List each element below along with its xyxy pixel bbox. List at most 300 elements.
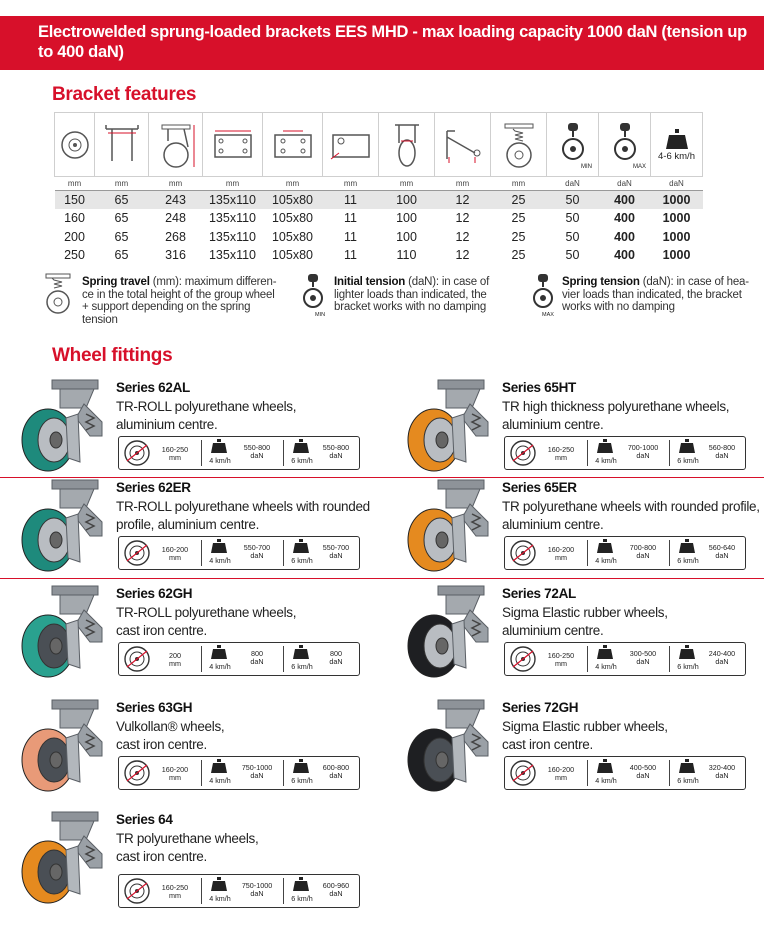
series-name: Series 65HT bbox=[502, 380, 576, 395]
weight-icon bbox=[597, 539, 613, 553]
unit-label: daN bbox=[250, 770, 264, 780]
table-cell: 316 bbox=[165, 248, 186, 263]
unit-label: daN bbox=[250, 656, 264, 666]
unit-label: daN bbox=[715, 550, 729, 560]
legend-line: (mm): maximum differen- bbox=[152, 276, 277, 288]
series-description bbox=[502, 718, 762, 754]
max-label: MAX bbox=[542, 312, 554, 318]
unit-cell: mm bbox=[203, 177, 263, 191]
page-title: Electrowelded sprung-loaded brackets EES MHD - max loading capacity 1000 daN (tension up to 400 daN) bbox=[38, 23, 747, 61]
wheel-diameter-icon bbox=[509, 645, 537, 673]
load-range: 700-800 bbox=[629, 543, 657, 552]
unit-cell: mm bbox=[95, 177, 149, 191]
series-description bbox=[502, 498, 762, 534]
table-row bbox=[55, 191, 703, 210]
table-cell: 65 bbox=[95, 191, 149, 210]
bracket-features-title: Bracket features bbox=[52, 84, 197, 105]
series-item bbox=[14, 698, 374, 798]
weight-icon bbox=[597, 439, 613, 453]
table-body bbox=[55, 191, 703, 265]
unit-label: daN bbox=[715, 656, 729, 666]
legend-term: Initial tension bbox=[334, 276, 406, 288]
series-description bbox=[116, 398, 376, 434]
table-cell: 25 bbox=[511, 229, 526, 244]
table-cell: 243 bbox=[149, 191, 203, 210]
description-line: Sigma Elastic rubber wheels, bbox=[502, 719, 668, 734]
spring-tension-legend-icon bbox=[528, 272, 558, 323]
wheel-diameter-icon bbox=[123, 645, 151, 673]
separator bbox=[669, 646, 670, 672]
diameter-cell bbox=[509, 757, 585, 789]
caster-wheel-icon bbox=[14, 584, 110, 685]
table-row bbox=[55, 209, 703, 228]
weight-icon bbox=[211, 439, 227, 453]
load-6kmh-value bbox=[313, 444, 359, 460]
load-4kmh-value bbox=[233, 882, 281, 898]
min-label: MIN bbox=[581, 164, 592, 170]
caster-wheel-icon bbox=[14, 478, 110, 579]
wheel-fittings-title: Wheel fittings bbox=[52, 345, 173, 366]
speed-label: 6 km/h bbox=[677, 456, 699, 465]
series-description bbox=[502, 398, 762, 434]
description-line: aluminium centre. bbox=[502, 517, 604, 532]
load-range: 550-700 bbox=[243, 543, 271, 552]
min-label: MIN bbox=[315, 312, 326, 318]
load-6kmh-cell bbox=[287, 757, 359, 789]
legend-line: (daN): in case of bbox=[408, 276, 490, 288]
load-range: 320-400 bbox=[708, 763, 736, 772]
separator bbox=[669, 440, 670, 466]
load-4kmh-cell bbox=[205, 437, 281, 469]
load-6kmh-cell bbox=[287, 875, 359, 907]
table-cell: 65 bbox=[114, 211, 129, 226]
separator bbox=[283, 440, 284, 466]
table-cell: 400 bbox=[614, 229, 635, 244]
diameter-cell bbox=[123, 437, 199, 469]
plate-dimensions-icon bbox=[203, 113, 263, 177]
speed-label: 4 km/h bbox=[595, 556, 617, 565]
weight-icon bbox=[211, 539, 227, 553]
series-name: Series 64 bbox=[116, 812, 173, 827]
unit-cell: daN bbox=[599, 177, 651, 191]
speed-label: 4 km/h bbox=[209, 456, 231, 465]
diameter-cell bbox=[509, 537, 585, 569]
spec-box bbox=[504, 436, 746, 470]
table-cell: 50 bbox=[565, 248, 580, 263]
series-name: Series 65ER bbox=[502, 480, 577, 495]
speed-label: 4 km/h bbox=[209, 776, 231, 785]
table-cell: 268 bbox=[165, 229, 186, 244]
caster-wheel-icon bbox=[400, 698, 496, 799]
initial-tension-legend bbox=[334, 276, 514, 314]
load-6kmh-value bbox=[313, 650, 359, 666]
separator bbox=[201, 646, 202, 672]
offset-icon bbox=[435, 113, 491, 177]
unit-label: mm bbox=[169, 772, 181, 782]
diameter-value bbox=[153, 652, 197, 668]
diameter-value bbox=[539, 766, 583, 782]
unit-label: daN bbox=[715, 770, 729, 780]
table-cell: 1000 bbox=[662, 229, 691, 244]
unit-label: daN bbox=[636, 450, 650, 460]
table-cell: 1000 bbox=[662, 248, 691, 263]
diameter-value bbox=[153, 884, 197, 900]
legend-line: works with no damping bbox=[562, 301, 675, 313]
unit-cell: mm bbox=[435, 177, 491, 191]
diameter-value bbox=[539, 446, 583, 462]
legend-term: Spring travel bbox=[82, 276, 150, 288]
speed-label: 6 km/h bbox=[291, 894, 313, 903]
table-cell: 110 bbox=[396, 248, 417, 263]
diameter-range: 160-200 bbox=[547, 545, 575, 554]
table-cell: 25 bbox=[511, 211, 526, 226]
load-range: 800 bbox=[330, 649, 342, 658]
series-name: Series 62AL bbox=[116, 380, 190, 395]
load-range: 550-700 bbox=[322, 543, 350, 552]
unit-row bbox=[55, 177, 703, 191]
series-description bbox=[116, 830, 376, 866]
table-cell: 150 bbox=[55, 191, 95, 210]
series-name: Series 72GH bbox=[502, 700, 579, 715]
diameter-range: 160-200 bbox=[161, 765, 189, 774]
separator bbox=[587, 646, 588, 672]
weight-icon bbox=[211, 759, 227, 773]
description-line: TR-ROLL polyurethane wheels with rounded bbox=[116, 499, 370, 514]
load-6kmh-cell bbox=[673, 757, 745, 789]
table-cell: 11 bbox=[323, 191, 379, 210]
table-cell: 135x110 bbox=[203, 191, 263, 210]
series-item bbox=[400, 584, 760, 684]
load-4kmh-value bbox=[619, 764, 667, 780]
wheel-diameter-icon bbox=[123, 759, 151, 787]
table-cell: 25 bbox=[511, 248, 526, 263]
unit-label: mm bbox=[555, 658, 567, 668]
unit-cell: mm bbox=[323, 177, 379, 191]
table-cell: 250 bbox=[64, 248, 85, 263]
divider bbox=[0, 578, 764, 579]
load-4kmh-value bbox=[233, 444, 281, 460]
diameter-range: 200 bbox=[169, 651, 181, 660]
load-4kmh-value bbox=[619, 650, 667, 666]
unit-cell: mm bbox=[263, 177, 323, 191]
load-4kmh-cell bbox=[591, 437, 667, 469]
table-cell: 12 bbox=[455, 211, 470, 226]
speed-label: 4 km/h bbox=[595, 456, 617, 465]
table-cell: 12 bbox=[455, 248, 470, 263]
load-4kmh-cell bbox=[205, 875, 281, 907]
unit-label: daN bbox=[250, 450, 264, 460]
load-range: 700-1000 bbox=[627, 443, 659, 452]
unit-label: daN bbox=[636, 656, 650, 666]
load-range: 600-960 bbox=[322, 881, 350, 890]
speed-label: 4 km/h bbox=[209, 662, 231, 671]
load-range: 550-800 bbox=[243, 443, 271, 452]
separator bbox=[587, 540, 588, 566]
weight-icon bbox=[293, 539, 309, 553]
legend-line: tension bbox=[82, 313, 118, 326]
description-line: TR high thickness polyurethane wheels, bbox=[502, 399, 730, 414]
bracket-width-icon bbox=[95, 113, 149, 177]
load-6kmh-cell bbox=[673, 643, 745, 675]
bolt-hole-icon bbox=[323, 113, 379, 177]
series-name: Series 72AL bbox=[502, 586, 576, 601]
wheel-diameter-icon bbox=[123, 439, 151, 467]
table-cell: 1000 bbox=[651, 191, 703, 210]
diameter-range: 160-250 bbox=[547, 445, 575, 454]
load-6kmh-value bbox=[699, 444, 745, 460]
load-6kmh-cell bbox=[287, 643, 359, 675]
separator bbox=[201, 540, 202, 566]
load-4kmh-value bbox=[233, 544, 281, 560]
speed-label: 4 km/h bbox=[209, 894, 231, 903]
spring-travel-icon bbox=[491, 113, 547, 177]
load-6kmh-cell bbox=[673, 437, 745, 469]
load-6kmh-cell bbox=[287, 437, 359, 469]
table-cell: 25 bbox=[491, 191, 547, 210]
unit-label: daN bbox=[329, 888, 343, 898]
bracket-features-table bbox=[54, 112, 703, 265]
description-line: aluminium centre. bbox=[116, 417, 218, 432]
unit-cell: mm bbox=[491, 177, 547, 191]
table-cell: 11 bbox=[344, 229, 357, 244]
separator bbox=[201, 878, 202, 904]
separator bbox=[283, 540, 284, 566]
description-line: TR-ROLL polyurethane wheels, bbox=[116, 399, 297, 414]
spring-travel-legend-icon bbox=[38, 272, 78, 321]
load-4kmh-value bbox=[619, 444, 667, 460]
table-row bbox=[55, 246, 703, 265]
spec-box bbox=[118, 536, 360, 570]
unit-label: daN bbox=[636, 770, 650, 780]
table-cell: 400 bbox=[614, 248, 635, 263]
spec-box bbox=[504, 642, 746, 676]
unit-label: daN bbox=[250, 550, 264, 560]
load-range: 560-800 bbox=[708, 443, 736, 452]
caster-wheel-icon bbox=[400, 478, 496, 579]
spring-tension-legend bbox=[562, 276, 758, 314]
weight-icon bbox=[597, 759, 613, 773]
load-4kmh-value bbox=[233, 650, 281, 666]
description-line: TR-ROLL polyurethane wheels, bbox=[116, 605, 297, 620]
speed-label: 6 km/h bbox=[291, 776, 313, 785]
speed-label: 6 km/h bbox=[291, 456, 313, 465]
series-item bbox=[400, 698, 760, 798]
legend-line: bracket works with no damping bbox=[334, 301, 487, 313]
wheel-diameter-icon bbox=[123, 877, 151, 905]
series-description bbox=[502, 604, 762, 640]
series-item bbox=[400, 478, 760, 578]
separator bbox=[201, 760, 202, 786]
table-cell: 105x80 bbox=[271, 211, 313, 226]
legend-line: ce in the total height of the group wheel bbox=[82, 288, 275, 301]
table-cell: 160 bbox=[64, 211, 85, 226]
wheel-diameter-icon bbox=[55, 113, 95, 177]
diameter-range: 160-200 bbox=[547, 765, 575, 774]
table-cell: 248 bbox=[165, 211, 186, 226]
legend-line: vier loads than indicated, the bracket bbox=[562, 288, 742, 301]
spring-travel-legend bbox=[82, 276, 292, 326]
diameter-cell bbox=[509, 437, 585, 469]
unit-label: mm bbox=[555, 772, 567, 782]
table-cell: 400 bbox=[614, 211, 635, 226]
unit-label: daN bbox=[636, 550, 650, 560]
load-6kmh-cell bbox=[673, 537, 745, 569]
separator bbox=[283, 646, 284, 672]
description-line: cast iron centre. bbox=[116, 623, 207, 638]
initial-tension-icon bbox=[547, 113, 599, 177]
caster-wheel-icon bbox=[400, 584, 496, 685]
unit-label: daN bbox=[329, 450, 343, 460]
table-cell: 65 bbox=[114, 229, 129, 244]
spec-box bbox=[504, 536, 746, 570]
wheel-width-icon bbox=[379, 113, 435, 177]
unit-label: mm bbox=[169, 890, 181, 900]
speed-label: 4-6 km/h bbox=[658, 151, 695, 162]
diameter-cell bbox=[509, 643, 585, 675]
diameter-value bbox=[539, 652, 583, 668]
series-item bbox=[14, 810, 374, 910]
table-cell: 400 bbox=[599, 191, 651, 210]
diameter-range: 160-250 bbox=[547, 651, 575, 660]
unit-label: daN bbox=[329, 550, 343, 560]
header-banner bbox=[0, 16, 764, 70]
caster-wheel-icon bbox=[14, 698, 110, 799]
weight-icon bbox=[211, 877, 227, 891]
speed-label: 4 km/h bbox=[595, 776, 617, 785]
weight-icon bbox=[679, 645, 695, 659]
initial-tension-legend-icon bbox=[298, 272, 328, 323]
table-cell: 135x110 bbox=[208, 248, 257, 263]
load-4kmh-value bbox=[233, 764, 281, 780]
diameter-cell bbox=[123, 875, 199, 907]
wheel-diameter-icon bbox=[509, 759, 537, 787]
series-name: Series 62GH bbox=[116, 586, 193, 601]
weight-icon bbox=[679, 539, 695, 553]
load-6kmh-value bbox=[313, 764, 359, 780]
speed-label: 4 km/h bbox=[595, 662, 617, 671]
speed-label: 6 km/h bbox=[291, 556, 313, 565]
unit-label: daN bbox=[329, 656, 343, 666]
load-4kmh-cell bbox=[591, 643, 667, 675]
load-6kmh-value bbox=[699, 544, 745, 560]
unit-cell: mm bbox=[149, 177, 203, 191]
table-cell: 65 bbox=[114, 248, 129, 263]
table-cell: 100 bbox=[396, 211, 417, 226]
spec-box bbox=[504, 756, 746, 790]
series-description bbox=[116, 604, 376, 640]
load-range: 550-800 bbox=[322, 443, 350, 452]
separator bbox=[283, 878, 284, 904]
weight-icon bbox=[293, 877, 309, 891]
diameter-value bbox=[153, 546, 197, 562]
table-cell: 12 bbox=[435, 191, 491, 210]
load-range: 750-1000 bbox=[241, 763, 273, 772]
max-label: MAX bbox=[632, 164, 646, 170]
separator bbox=[201, 440, 202, 466]
legend-line: + support depending on the spring bbox=[82, 301, 251, 313]
separator bbox=[283, 760, 284, 786]
weight-icon bbox=[679, 759, 695, 773]
description-line: aluminium centre. bbox=[502, 417, 604, 432]
unit-cell: mm bbox=[55, 177, 95, 191]
table-cell: 50 bbox=[547, 191, 599, 210]
table-cell: 135x110 bbox=[208, 211, 257, 226]
description-line: cast iron centre. bbox=[502, 737, 593, 752]
unit-cell: daN bbox=[547, 177, 599, 191]
weight-icon bbox=[211, 645, 227, 659]
speed-label: 6 km/h bbox=[677, 556, 699, 565]
diameter-cell bbox=[123, 537, 199, 569]
weight-icon bbox=[293, 439, 309, 453]
caster-wheel-icon bbox=[14, 378, 110, 479]
description-line: TR polyurethane wheels, bbox=[116, 831, 259, 846]
table-cell: 12 bbox=[455, 229, 470, 244]
description-line: aluminium centre. bbox=[502, 623, 604, 638]
series-item bbox=[14, 478, 374, 578]
load-range: 400-500 bbox=[629, 763, 657, 772]
separator bbox=[587, 440, 588, 466]
wheel-diameter-icon bbox=[509, 539, 537, 567]
divider bbox=[0, 477, 764, 478]
table-cell: 105x80 bbox=[263, 191, 323, 210]
unit-label: mm bbox=[169, 452, 181, 462]
table-cell: 50 bbox=[565, 229, 580, 244]
load-6kmh-value bbox=[313, 882, 359, 898]
diameter-cell bbox=[123, 643, 199, 675]
spring-tension-icon bbox=[599, 113, 651, 177]
spec-box bbox=[118, 874, 360, 908]
unit-label: mm bbox=[555, 552, 567, 562]
overall-height-icon bbox=[149, 113, 203, 177]
unit-label: daN bbox=[250, 888, 264, 898]
wheel-diameter-icon bbox=[123, 539, 151, 567]
table-cell: 105x80 bbox=[271, 248, 313, 263]
load-range: 300-500 bbox=[629, 649, 657, 658]
weight-icon bbox=[679, 439, 695, 453]
unit-label: mm bbox=[169, 658, 181, 668]
legend-term: Spring tension bbox=[562, 276, 640, 288]
diameter-range: 160-250 bbox=[161, 883, 189, 892]
unit-label: mm bbox=[169, 552, 181, 562]
load-4kmh-cell bbox=[205, 643, 281, 675]
spec-box bbox=[118, 642, 360, 676]
description-line: TR polyurethane wheels with rounded profile, bbox=[502, 499, 760, 514]
speed-label: 6 km/h bbox=[677, 776, 699, 785]
load-6kmh-cell bbox=[287, 537, 359, 569]
speed-label: 6 km/h bbox=[291, 662, 313, 671]
load-range: 560-640 bbox=[708, 543, 736, 552]
load-4kmh-cell bbox=[591, 757, 667, 789]
separator bbox=[669, 540, 670, 566]
series-description bbox=[116, 718, 376, 754]
load-range: 750-1000 bbox=[241, 881, 273, 890]
weight-icon bbox=[293, 645, 309, 659]
legend-line: lighter loads than indicated, the bbox=[334, 288, 487, 301]
series-description bbox=[116, 498, 376, 534]
table-cell: 11 bbox=[344, 248, 357, 263]
series-name: Series 63GH bbox=[116, 700, 193, 715]
series-name: Series 62ER bbox=[116, 480, 191, 495]
load-4kmh-value bbox=[619, 544, 667, 560]
wheel-diameter-icon bbox=[509, 439, 537, 467]
speed-label: 4 km/h bbox=[209, 556, 231, 565]
table-cell: 50 bbox=[565, 211, 580, 226]
legend-line: (daN): in case of hea- bbox=[642, 276, 749, 288]
description-line: cast iron centre. bbox=[116, 737, 207, 752]
weight-icon bbox=[293, 759, 309, 773]
load-4kmh-cell bbox=[591, 537, 667, 569]
diameter-range: 160-250 bbox=[161, 445, 189, 454]
